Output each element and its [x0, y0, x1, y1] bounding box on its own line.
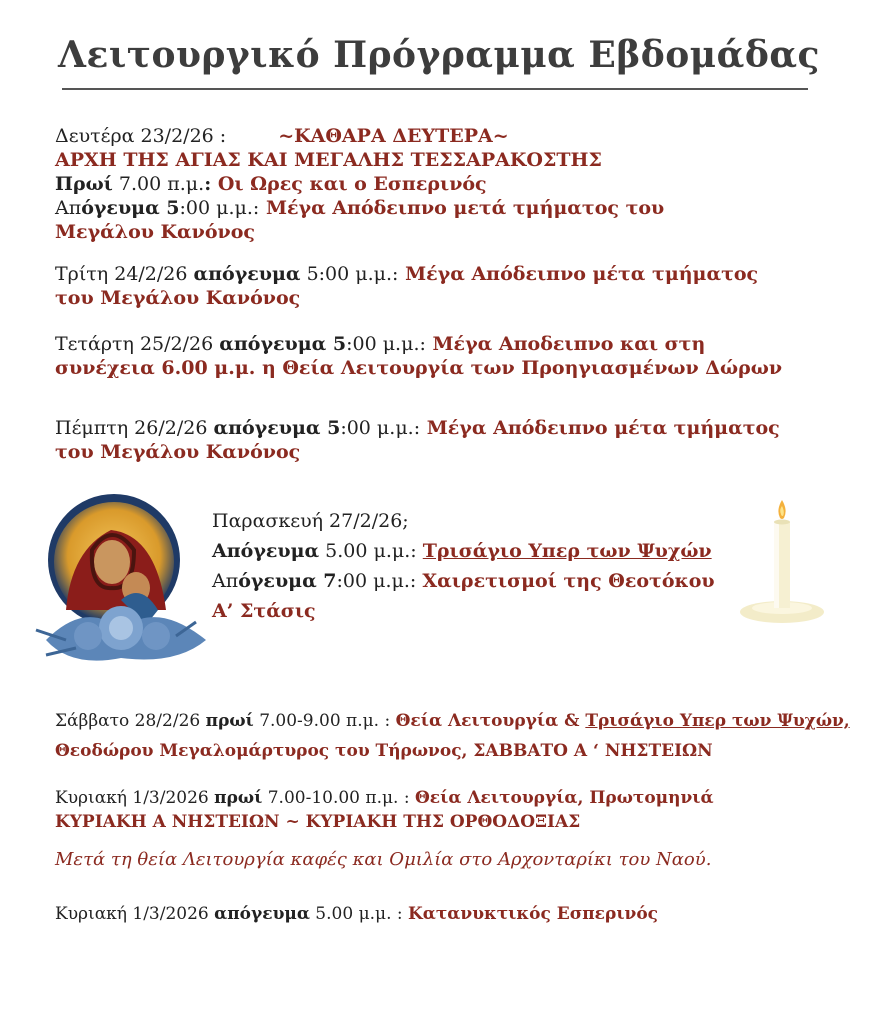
monday-afternoon-time: :00 μ.μ.: — [179, 197, 260, 219]
saturday-line2: Θεοδώρου Μεγαλομάρτυρος του Τήρωνος, ΣΑΒΒΑΤΟ Α ‘ ΝΗΣΤΕΙΩΝ — [55, 741, 713, 761]
monday-morning-time: 7.00 π.μ. — [112, 173, 205, 195]
sunday-morning-label: πρωί — [214, 788, 263, 808]
thursday-time: :00 μ.μ.: — [340, 417, 421, 439]
monday-morning-label: Πρωί — [55, 173, 113, 195]
monday-afternoon-service: Μέγα Απόδειπνο μετά τμήματος του Μεγάλου Κανόνος — [55, 197, 665, 243]
monday-feast: ~ΚΑΘΑΡΑ ΔΕΥΤΕΡΑ~ — [278, 125, 509, 147]
sunday-morning-date: Κυριακή 1/3/2026 — [55, 788, 215, 808]
tuesday-date: Τρίτη 24/2/26 — [55, 263, 194, 285]
friday-line1-label: Απόγευμα — [212, 540, 320, 562]
sunday-evening-label: απόγευμα — [214, 904, 310, 924]
friday-line2-label: όγευμα 7 — [238, 570, 337, 592]
wednesday-service: Μέγα Αποδειπνο και στη συνέχεια 6.00 μ.μ. η Θεία Λειτουργία των Προηγιασμένων Δώρων — [55, 333, 783, 379]
thursday-service: Μέγα Απόδειπνο μέτα τμήματος του Μεγάλου Κανόνος — [55, 417, 780, 463]
saturday-service: Θεία Λειτουργία & — [395, 711, 586, 731]
friday-line2-time: :00 μ.μ.: — [336, 570, 423, 592]
friday-line1-service: Τρισάγιο Υπερ των Ψυχών — [422, 540, 712, 562]
saturday-time: 7.00-9.00 π.μ. : — [253, 711, 396, 731]
schedule-friday: Παρασκευή 27/2/26; Απόγευμα 5.00 μ.μ.: Τρισάγιο Υπερ των Ψυχών Απόγευμα 7:00 μ.μ.: Χαιρετισμοί της Θεοτόκου Α’ Στάσις — [212, 506, 732, 626]
page-title: Λειτουργικό Πρόγραμμα Εβδομάδας — [58, 34, 820, 76]
sunday-morning-note: Μετά τη θεία Λειτουργία καφές και Ομιλία στο Αρχονταρίκι του Ναού. — [55, 849, 712, 870]
schedule-tuesday — [55, 262, 795, 310]
schedule-monday: Δευτέρα 23/2/26 : ~ΚΑΘΑΡΑ ΔΕΥΤΕΡΑ~ ΑΡΧΗ ΤΗΣ ΑΓΙΑΣ ΚΑΙ ΜΕΓΑΛΗΣ ΤΕΣΣΑΡΑΚΟΣΤΗΣ Πρωί 7.00 π.μ.: Οι Ωρες και ο Εσπερινός Απόγευμα 5:00 μ.μ.: Μέγα Απόδειπνο μετά τμήματος του Μεγάλου Κανόνος — [55, 124, 815, 244]
monday-date: Δευτέρα 23/2/26 : — [55, 125, 227, 147]
friday-line1-time: 5.00 μ.μ.: — [319, 540, 423, 562]
title-divider — [62, 88, 808, 90]
wednesday-date: Τετάρτη 25/2/26 — [55, 333, 220, 355]
saturday-label: πρωί — [205, 711, 254, 731]
schedule-saturday — [55, 706, 865, 766]
monday-subtitle: ΑΡΧΗ ΤΗΣ ΑΓΙΑΣ ΚΑΙ ΜΕΓΑΛΗΣ ΤΕΣΣΑΡΑΚΟΣΤΗΣ — [55, 149, 602, 171]
sunday-morning-service: Θεία Λειτουργία, Πρωτομηνιά — [414, 788, 714, 808]
tuesday-time: 5:00 μ.μ.: — [300, 263, 399, 285]
thursday-date: Πέμπτη 26/2/26 — [55, 417, 214, 439]
sunday-evening-service: Κατανυκτικός Εσπερινός — [408, 904, 659, 924]
friday-date: Παρασκευή 27/2/26; — [212, 510, 409, 532]
sunday-morning-line2: ΚΥΡΙΑΚΗ Α ΝΗΣΤΕΙΩΝ ~ ΚΥΡΙΑΚΗ ΤΗΣ ΟΡΘΟΔΟΞΙΑΣ — [55, 812, 581, 832]
friday-line3: Α’ Στάσις — [212, 600, 316, 622]
schedule-thursday — [55, 416, 815, 464]
monday-morning-service: Οι Ωρες και ο Εσπερινός — [211, 173, 487, 195]
saturday-trisagion: Τρισάγιο Υπερ των Ψυχών, — [585, 711, 850, 731]
friday-line2-service: Χαιρετισμοί της Θεοτόκου — [422, 570, 715, 592]
sunday-evening-date: Κυριακή 1/3/2026 — [55, 904, 215, 924]
thursday-label: απόγευμα 5 — [213, 417, 341, 439]
schedule-sunday-morning — [55, 786, 865, 872]
wednesday-time: :00 μ.μ.: — [346, 333, 426, 355]
sunday-morning-time: 7.00-10.00 π.μ. : — [262, 788, 415, 808]
candle-icon — [730, 496, 830, 636]
theotokos-icon — [26, 490, 216, 670]
schedule-sunday-evening — [55, 902, 815, 926]
schedule-wednesday — [55, 332, 805, 380]
monday-afternoon-label: όγευμα 5 — [81, 197, 180, 219]
tuesday-label: απόγευμα — [193, 263, 301, 285]
tuesday-service: Μέγα Απόδειπνο μέτα τμήματος του Μεγάλου Κανόνος — [55, 263, 759, 309]
wednesday-label: απόγευμα 5 — [219, 333, 347, 355]
saturday-date: Σάββατο 28/2/26 — [55, 711, 206, 731]
sunday-evening-time: 5.00 μ.μ. : — [309, 904, 409, 924]
